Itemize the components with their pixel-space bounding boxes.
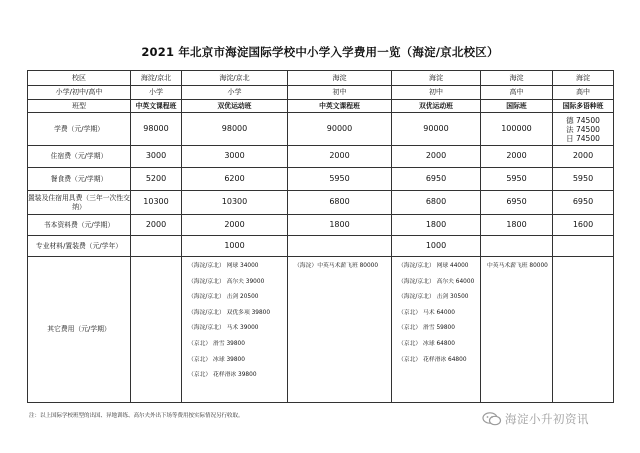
list-item: （海淀/京北） 马术 39000 <box>188 325 259 332</box>
list-item: （海淀/京北） 网球 34000 <box>188 263 259 269</box>
cell: 3000 <box>182 146 288 168</box>
list-item: 中英马术薪飞班 80000 <box>487 263 548 269</box>
cell: 1800 <box>481 215 553 236</box>
page-title: 2021 年北京市海淀国际学校中小学入学费用一览（海淀/京北校区） <box>141 45 499 59</box>
cell: 班型 <box>28 100 131 113</box>
other-fees-list <box>182 257 288 403</box>
list-item: （京北） 马术 64000 <box>398 309 455 316</box>
cell: 2000 <box>553 146 614 168</box>
row-label: 住宿费（元/学期） <box>28 146 131 168</box>
cell-line: 日 74500 <box>566 133 600 143</box>
cell: 海淀 <box>392 71 481 86</box>
list-item: （京北） 滑雪 39800 <box>188 340 245 347</box>
cell: 10300 <box>182 191 288 215</box>
row-label: 餐食费（元/学期） <box>28 168 131 191</box>
boarding-row <box>28 146 614 168</box>
pro-materials-row <box>28 236 614 257</box>
list-item: （京北） 冰球 64800 <box>398 340 455 347</box>
row-label: 其它费用（元/学期） <box>28 257 131 403</box>
meals-row <box>28 168 614 191</box>
cell: 中英文课程班 <box>288 100 392 113</box>
cell: 98000 <box>182 113 288 146</box>
list-item: （海淀/京北） 击剑 20500 <box>188 294 259 301</box>
list-item: （海淀/京北） 网球 44000 <box>398 263 469 269</box>
cell: 海淀 <box>288 71 392 86</box>
list-item: （海淀/京北） 高尔夫 39000 <box>188 278 265 285</box>
row-label: 学费（元/学期） <box>28 113 131 146</box>
other-fees-list <box>392 257 481 403</box>
cell: 海淀 <box>481 71 553 86</box>
cell <box>481 236 553 257</box>
other-fees-list <box>288 257 392 403</box>
wechat-icon <box>482 412 502 426</box>
other-fees-row <box>28 257 614 403</box>
cell: 5950 <box>288 168 392 191</box>
cell: 2000 <box>182 215 288 236</box>
row-label: 书本资料费（元/学期） <box>28 215 131 236</box>
cell: 1000 <box>392 236 481 257</box>
cell: 小学/初中/高中 <box>28 86 131 100</box>
cell: 6800 <box>288 191 392 215</box>
cell: 2000 <box>481 146 553 168</box>
cell: 1800 <box>392 215 481 236</box>
cell: 海淀 <box>553 71 614 86</box>
row-label: 置装及住宿用具费（三年一次性交纳） <box>28 191 131 215</box>
cell: 2000 <box>288 146 392 168</box>
other-fees-list <box>481 257 553 403</box>
cell: 98000 <box>131 113 182 146</box>
cell: 6950 <box>392 168 481 191</box>
list-item: （京北） 花样滑冰 39800 <box>188 372 257 379</box>
cell: 6950 <box>553 191 614 215</box>
cell: 双优运动班 <box>392 100 481 113</box>
cell: 6800 <box>392 191 481 215</box>
uniform-row <box>28 191 614 215</box>
cell: 1600 <box>553 215 614 236</box>
cell: 高中 <box>553 86 614 100</box>
cell: 90000 <box>288 113 392 146</box>
cell: 校区 <box>28 71 131 86</box>
cell: 高中 <box>481 86 553 100</box>
stage-row <box>28 86 614 100</box>
tuition-row <box>28 113 614 146</box>
list-item: （海淀/京北） 击剑 30500 <box>398 294 469 301</box>
fee-table <box>27 70 614 403</box>
cell: 初中 <box>392 86 481 100</box>
cell: 6950 <box>481 191 553 215</box>
cell: 中英文课程班 <box>131 100 182 113</box>
cell-line: 法 74500 <box>566 124 600 134</box>
cell: 3000 <box>131 146 182 168</box>
cell: 6200 <box>182 168 288 191</box>
cell: 双优运动班 <box>182 100 288 113</box>
cell <box>288 236 392 257</box>
cell <box>131 236 182 257</box>
class-type-row <box>28 100 614 113</box>
cell: 2000 <box>392 146 481 168</box>
cell <box>131 257 182 403</box>
list-item: （海淀/京北） 双优多项 39800 <box>188 309 271 316</box>
campus-row <box>28 71 614 86</box>
cell <box>553 113 614 146</box>
cell: 国际多语种班 <box>553 100 614 113</box>
list-item: （京北） 滑雪 59800 <box>398 325 455 332</box>
cell: 初中 <box>288 86 392 100</box>
cell: 10300 <box>131 191 182 215</box>
cell: 1000 <box>182 236 288 257</box>
cell <box>553 236 614 257</box>
cell: 海淀/京北 <box>182 71 288 86</box>
cell: 5950 <box>481 168 553 191</box>
cell: 1800 <box>288 215 392 236</box>
cell: 国际班 <box>481 100 553 113</box>
footnote: 注：以上国际学校班型的出国、异地训练、高尔夫外出下场等费用按实际情况另行收取。 <box>29 413 244 419</box>
cell: 5200 <box>131 168 182 191</box>
cell: 90000 <box>392 113 481 146</box>
cell <box>553 257 614 403</box>
watermark-text: 海淀小升初资讯 <box>505 412 589 426</box>
watermark <box>482 411 589 427</box>
cell-line: 德 74500 <box>566 115 600 125</box>
list-item: （京北） 冰球 39800 <box>188 356 245 363</box>
list-item: （海淀）中英马术薪飞班 80000 <box>294 263 379 269</box>
books-row <box>28 215 614 236</box>
cell: 小学 <box>182 86 288 100</box>
row-label: 专业材料/置装费（元/学年） <box>28 236 131 257</box>
cell: 海淀/京北 <box>131 71 182 86</box>
cell: 小学 <box>131 86 182 100</box>
cell: 2000 <box>131 215 182 236</box>
cell: 5950 <box>553 168 614 191</box>
list-item: （海淀/京北） 高尔夫 64000 <box>398 278 475 285</box>
list-item: （京北） 花样滑冰 64800 <box>398 356 467 363</box>
cell: 100000 <box>481 113 553 146</box>
